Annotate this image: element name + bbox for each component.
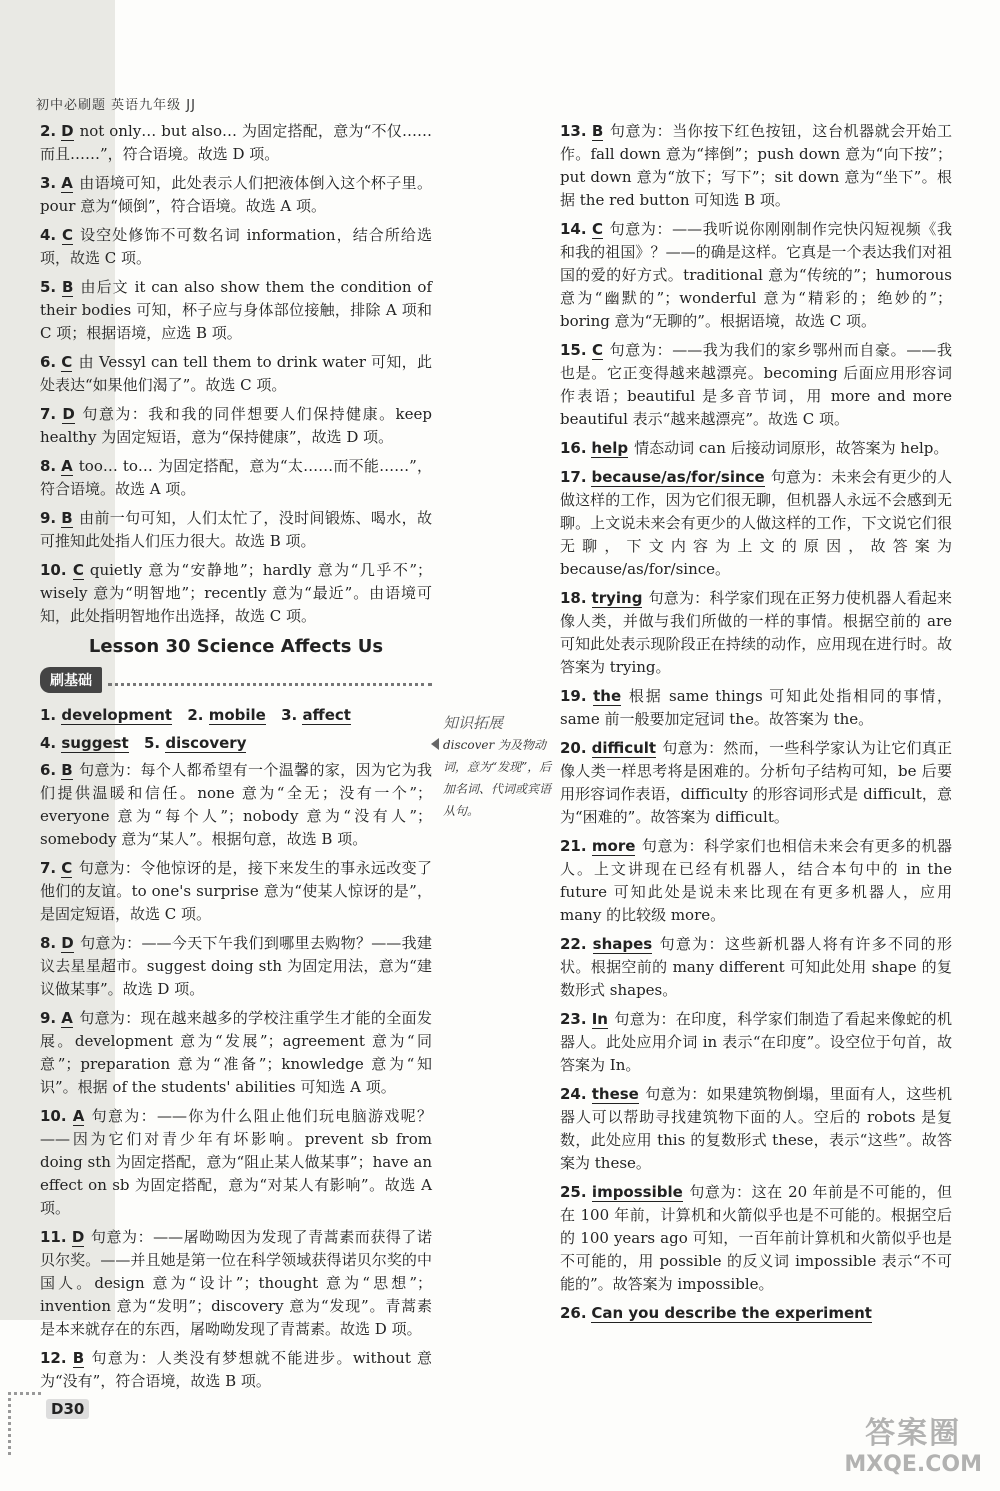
item-answer: C (591, 220, 603, 238)
item-answer: trying (591, 589, 643, 607)
item-number: 9. (40, 509, 57, 527)
item-explanation: 句意为：现在越来越多的学校注重学生才能的全面发展。development 意为“发展”；agreement 意为“同意”；preparation 意为“准备”；knowledge 意为“知识”。根据 of the students' abilities 可知选 A 项。 (40, 1009, 432, 1096)
item-answer: B (591, 122, 604, 140)
item-number: 25. (560, 1183, 587, 1201)
item-number: 7. (40, 859, 57, 877)
item-number: 5. (40, 278, 57, 296)
answer-item (40, 120, 432, 166)
item-explanation: 句意为：科学家们现在正努力使机器人看起来像人类，并做与我们所做的一样的事情。根据空前的 are 可知此处表示现阶段正在持续的动作，应用现在进行时。故答案为 trying。 (560, 589, 952, 676)
section-label: 刷基础 (40, 667, 102, 693)
answer-item (40, 932, 432, 1001)
tip-pointer-icon (431, 738, 439, 750)
item-explanation: 句意为：——我听说你刚刚制作完快闪短视频《我和我的祖国》？——的确是这样。它真是一个表达我们对祖国的爱的好方式。traditional 意为“传统的”；humorous 意为“幽默的”；wonderful 意为“精彩的；绝妙的”；boring 意为“无聊的”。根据语境，故选 C 项。 (560, 220, 952, 330)
item-number: 14. (560, 220, 587, 238)
answer-item (560, 1181, 952, 1296)
answer-item (560, 835, 952, 927)
item-number: 22. (560, 935, 587, 953)
answer-item (40, 507, 432, 553)
item-explanation: 由前一句可知，人们太忙了，没时间锻炼、喝水，故可推知此处指人们压力很大。故选 B 项。 (40, 509, 432, 550)
item-answer: C (592, 341, 604, 359)
answer-item (40, 1007, 432, 1099)
section-divider (108, 675, 432, 686)
item-number: 6. (40, 761, 57, 779)
item-number: 2. (40, 122, 57, 140)
item-answer: D (61, 122, 74, 140)
item-number: 20. (560, 739, 587, 757)
item-explanation: 句意为：然而，一些科学家认为让它们真正像人类一样思考将是困难的。分析句子结构可知，be 后要用形容词作表语，difficulty 的形容词形式是 difficult，意为“困难的”。故答案为 difficult。 (560, 739, 952, 826)
item-explanation: 句意为：这些新机器人将有许多不同的形状。根据空前的 many different 可知此处用 shape 的复数形式 shapes。 (560, 935, 952, 999)
item-explanation: 由后文 it can also show them the condition of their bodies 可知，杯子应与身体部位接触，排除 A 项和 C 项；根据语境，应选 B 项。 (40, 278, 432, 342)
watermark-line-1: 答案圈 (865, 1416, 962, 1451)
item-answer: Can you describe the experiment (591, 1304, 872, 1322)
item-number: 6. (40, 353, 57, 371)
answer-item (40, 857, 432, 926)
tip-body: discover 为及物动词，意为“发现”，后加名词、代词或宾语从句。 (443, 738, 552, 818)
item-number: 23. (560, 1010, 587, 1028)
answer-item (560, 466, 952, 581)
page-header: 初中必刷题 英语九年级 JJ (36, 98, 196, 113)
answer-item (40, 224, 432, 270)
answer-item (560, 218, 952, 333)
item-explanation: 由 Vessyl can tell them to drink water 可知，此处表达“如果他们渴了”。故选 C 项。 (40, 353, 432, 394)
lesson-title: Lesson 30 Science Affects Us (88, 636, 384, 657)
item-number: 15. (560, 341, 587, 359)
answer-item (40, 455, 432, 501)
item-answer: B (72, 1349, 85, 1367)
item-answer: difficult (591, 739, 657, 757)
item-answer: C (61, 859, 73, 877)
item-number: 12. (40, 1349, 67, 1367)
item-number: 17. (560, 468, 587, 486)
item-number: 26. (560, 1304, 587, 1322)
answer-item (40, 403, 432, 449)
answer-list-left-2 (40, 759, 432, 1393)
item-explanation: 句意为：人类没有梦想就不能进步。without 意为“没有”，符合语境，故选 B 项。 (40, 1349, 432, 1390)
answer-list-left (40, 120, 432, 628)
answer-item (40, 559, 432, 628)
item-explanation: 句意为：在印度，科学家们制造了看起来像蛇的机器人。此处应用介词 in 表示“在印度”。设空位于句首，故答案为 In。 (560, 1010, 952, 1074)
item-number: 18. (560, 589, 587, 607)
item-number: 9. (40, 1009, 57, 1027)
item-explanation: 句意为：当你按下红色按钮，这台机器就会开始工作。fall down 意为“摔倒”；push down 意为“向下按”；put down 意为“放下；写下”；sit down 意为“坐下”。根据 the red button 可知选 B 项。 (560, 122, 952, 209)
item-explanation: 由语境可知，此处表示人们把液体倒入这个杯子里。pour 意为“倾倒”，符合语境。故选 A 项。 (40, 174, 432, 215)
vocab-word: suggest (61, 734, 129, 752)
answer-item (40, 759, 432, 851)
item-answer: A (61, 174, 73, 192)
item-explanation: 句意为：我和我的同伴想要人们保持健康。keep healthy 为固定短语，意为“保持健康”，故选 D 项。 (40, 405, 432, 446)
answer-item (560, 120, 952, 212)
vocab-line-2: 4. suggest 5. discovery (40, 734, 247, 752)
watermark-logo (844, 1408, 982, 1477)
item-answer: B (62, 278, 74, 296)
answer-item (560, 737, 952, 829)
item-explanation: 句意为：——屠呦呦因为发现了青蒿素而获得了诺贝尔奖。——并且她是第一位在科学领域获得诺贝尔奖的中国人。design 意为“设计”；thought 意为“思想”；invention 意为“发明”；discovery 意为“发现”。青蒿素是本来就存在的东西，屠呦呦发现了青蒿素。故选 D 项。 (40, 1228, 432, 1338)
item-number: 7. (40, 405, 57, 423)
item-answer: A (61, 457, 73, 475)
left-column (40, 120, 432, 1399)
item-explanation: 句意为：如果建筑物倒塌，里面有人，这些机器人可以帮助寻找建筑物下面的人。空后的 robots 是复数，此处应用 this 的复数形式 these，表示“这些”。故答案为 these。 (560, 1085, 952, 1172)
item-explanation: 句意为：科学家们也相信未来会有更多的机器人。上文讲现在已经有机器人，结合本句中的 in the future 可知此处是说未来比现在有更多机器人，应用 many 的比较级 more。 (560, 837, 952, 924)
item-explanation: too… to… 为固定搭配，意为“太……而不能……”，符合语境。故选 A 项。 (40, 457, 432, 498)
item-answer: C (61, 226, 73, 244)
item-number: 8. (40, 934, 57, 952)
item-number: 21. (560, 837, 587, 855)
item-answer: A (72, 1107, 85, 1125)
item-answer: D (62, 405, 75, 423)
item-explanation: 情态动词 can 后接动词原形，故答案为 help。 (634, 439, 949, 457)
answer-item (40, 1347, 432, 1393)
item-answer: C (61, 353, 73, 371)
vocab-word: discovery (165, 734, 247, 752)
item-explanation: 句意为：——你为什么阻止他们玩电脑游戏呢？——因为它们对青少年有坏影响。prevent sb from doing sth 为固定搭配，意为“阻止某人做某事”；have an effect on sb 为固定搭配，意为“对某人有影响”。故选 A 项。 (40, 1107, 432, 1217)
item-answer: impossible (591, 1183, 683, 1201)
item-number: 3. (40, 174, 57, 192)
item-explanation: 句意为：——今天下午我们到哪里去购物？——我建议去星星超市。suggest doing sth 为固定用法，意为“建议做某事”。故选 D 项。 (40, 934, 432, 998)
answer-item (40, 1226, 432, 1341)
item-answer: shapes (592, 935, 653, 953)
item-number: 24. (560, 1085, 587, 1103)
answer-item (560, 587, 952, 679)
item-number: 4. (40, 226, 57, 244)
item-explanation: 句意为：未来会有更少的人做这样的工作，因为它们很无聊，但机器人永远不会感到无聊。上文说未来会有更少的人做这样的工作，下文说它们很无聊，下文内容为上文的原因，故答案为 because/as/for/since。 (560, 468, 952, 578)
answer-item (560, 933, 952, 1002)
item-answer: because/as/for/since (591, 468, 765, 486)
item-number: 19. (560, 687, 587, 705)
item-answer: these (591, 1085, 639, 1103)
answer-list-right (560, 120, 952, 1325)
item-explanation: 句意为：每个人都希望有一个温馨的家，因为它为我们提供温暖和信任。none 意为“全无；没有一个”；everyone 意为“每个人”；nobody 意为“没有人”；somebody 意为“某人”。根据句意，故选 B 项。 (40, 761, 432, 848)
item-answer: B (61, 761, 73, 779)
item-number: 11. (40, 1228, 67, 1246)
answer-item (40, 1105, 432, 1220)
right-column (560, 120, 952, 1331)
item-answer: A (61, 1009, 73, 1027)
item-answer: the (593, 687, 622, 705)
corner-decoration (8, 1392, 41, 1455)
answer-item (560, 1008, 952, 1077)
item-explanation: 根据 same things 可知此处指相同的事情，same 前一般要加定冠词 the。故答案为 the。 (560, 687, 952, 728)
item-explanation: quietly 意为“安静地”；hardly 意为“几乎不”；wisely 意为“明智地”；recently 意为“最近”。由语境可知，此处指明智地作出选择，故选 C 项。 (40, 561, 432, 625)
item-number: 13. (560, 122, 587, 140)
item-answer: help (591, 439, 629, 457)
item-answer: B (61, 509, 73, 527)
item-explanation: 句意为：这在 20 年前是不可能的，但在 100 年前，计算机和火箭似乎也是不可能的。根据空后的 100 years ago 可知，一百年前计算机和火箭似乎也是不可能的，用 possible 的反义词 impossible 表示“不可能的”。故答案为 impossible。 (560, 1183, 952, 1293)
answer-item (560, 339, 952, 431)
watermark-line-2: MXQE.COM (844, 1452, 982, 1477)
vocab-word: development (61, 706, 173, 724)
item-explanation: 句意为：——我为我们的家乡鄂州而自豪。——我也是。它正变得越来越漂亮。becoming 后面应用形容词作表语；beautiful 是多音节词，用 more and more beautiful 表示“越来越漂亮”。故选 C 项。 (560, 341, 952, 428)
item-number: 8. (40, 457, 57, 475)
item-explanation: 句意为：令他惊讶的是，接下来发生的事永远改变了他们的友谊。to one's surprise 意为“使某人惊讶的是”，是固定短语，故选 C 项。 (40, 859, 432, 923)
answer-item (40, 351, 432, 397)
item-number: 10. (40, 1107, 67, 1125)
item-number: 10. (40, 561, 67, 579)
item-explanation: not only… but also… 为固定搭配，意为“不仅……而且……”，符合语境。故选 D 项。 (40, 122, 432, 163)
section-header (40, 667, 432, 693)
page-number: D30 (46, 1399, 89, 1419)
item-number: 16. (560, 439, 587, 457)
item-answer: C (72, 561, 84, 579)
answer-item (40, 172, 432, 218)
vocab-word: affect (302, 706, 351, 724)
answer-item (560, 685, 952, 731)
vocab-word: mobile (208, 706, 266, 724)
item-explanation: 设空处修饰不可数名词 information，结合所给选项，故选 C 项。 (40, 226, 432, 267)
answer-item (560, 1302, 952, 1325)
answer-item (40, 276, 432, 345)
item-answer: In (591, 1010, 608, 1028)
answer-item (560, 437, 952, 460)
item-answer: D (61, 934, 74, 952)
vocab-line-1: 1. development 2. mobile 3. affect (40, 706, 351, 724)
answer-item (560, 1083, 952, 1175)
tip-title: 知识拓展 (443, 714, 504, 732)
item-answer: more (591, 837, 636, 855)
item-answer: D (71, 1228, 85, 1246)
